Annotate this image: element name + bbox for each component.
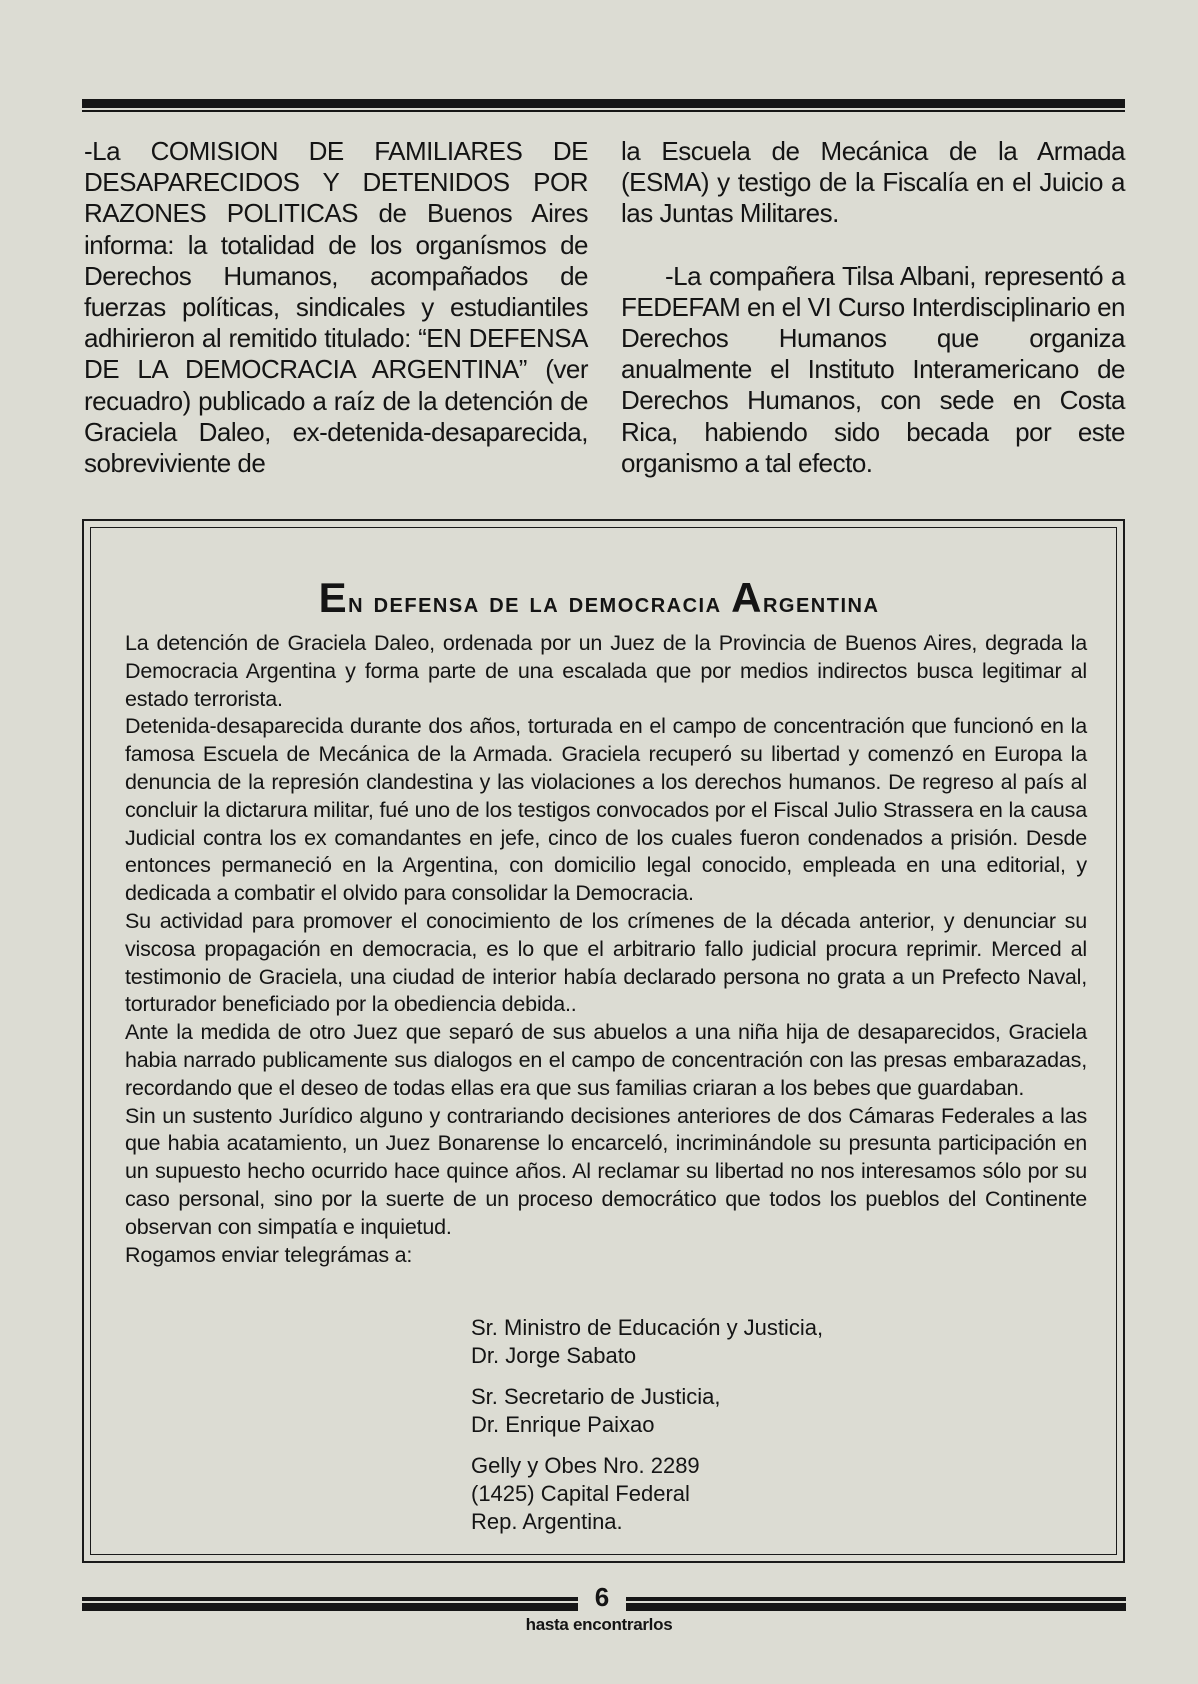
box-title-capital-1: E: [318, 574, 349, 621]
box-title-part-1: n defensa de la democracia: [348, 587, 732, 619]
right-column-paragraph-2: -La compañera Tilsa Albani, representó a FEDEFAM en el VI Curso Interdisciplinario en Derechos Humanos que organiza anualmente el Instituto Interamericano de Derechos Humanos, con sede en Costa Rica, habiendo sido becada por este organismo a tal efecto.: [621, 260, 1125, 478]
box-paragraph-1: La detención de Graciela Daleo, ordenada por un Juez de la Provincia de Buenos Aires, degrada la Democracia Argentina y forma parte de una escalada que por medios indirectos busca legitimar al estado terrorista.: [125, 631, 1087, 711]
address-list: [471, 1314, 823, 1549]
left-column: [84, 136, 588, 479]
box-paragraph-3: Su actividad para promover el conocimiento de los crímenes de la década anterior, y denunciar su viscosa propagación en democracia, es lo que el arbitrario fallo judicial procura reprimir. Merced al testimonio de Graciela, una ciudad de interior había declarado persona no grata a un Prefecto Naval, torturador beneficiado por la obediencia debida..: [125, 908, 1087, 1017]
box-title: [0, 574, 1198, 622]
address-secretary: [471, 1383, 823, 1439]
address-line: Dr. Enrique Paixao: [471, 1412, 655, 1437]
address-line: Gelly y Obes Nro. 2289: [471, 1453, 700, 1478]
box-title-part-2: rgentina: [762, 587, 880, 619]
box-paragraph-5: Sin un sustento Jurídico alguno y contrariando decisiones anteriores de dos Cámaras Federales a las que habia acatamiento, un Juez Bonarense lo encarceló, incriminándole su presunta participación en un supuesto hecho ocurrido hace quince años. Al reclamar su libertad no nos interesamos sólo por su caso personal, sino por la suerte de un proceso democrático que todos los pueblos del Continente observan con simpatía e inquietud.: [125, 1103, 1087, 1239]
address-minister: [471, 1314, 823, 1370]
right-column: [621, 136, 1125, 479]
box-paragraph-4: Ante la medida de otro Juez que separó de sus abuelos a una niña hija de desaparecidos, Graciela habia narrado publicamente sus dialogos en el campo de concentración con las presas embarazadas, recordando que el deseo de todas ellas era que sus familias criaran a los bebes que guardaban.: [125, 1020, 1087, 1100]
left-column-paragraph: -La COMISION DE FAMILIARES DE DESAPARECIDOS Y DETENIDOS POR RAZONES POLITICAS de Buenos Aires informa: la totalidad de los organísmos de Derechos Humanos, acompañados de fuerzas políticas, sindicales y estudiantiles adhirieron al remitido titulado: “EN DEFENSA DE LA DEMOCRACIA ARGENTINA” (ver recuadro) publicado a raíz de la detención de Graciela Daleo, ex-detenida-desaparecida, sobreviviente de: [84, 136, 588, 479]
address-line: Dr. Jorge Sabato: [471, 1343, 637, 1368]
address-line: Sr. Ministro de Educación y Justicia,: [471, 1315, 824, 1340]
address-line: Rep. Argentina.: [471, 1509, 623, 1534]
right-column-paragraph-1: la Escuela de Mecánica de la Armada (ESMA) y testigo de la Fiscalía en el Juicio a las Juntas Militares.: [621, 136, 1125, 229]
box-paragraph-2: Detenida-desaparecida durante dos años, torturada en el campo de concentración que funcionó en la famosa Escuela de Mecánica de la Armada. Graciela recuperó su libertad y comenzó en Europa la denuncia de la represión clandestina y las violaciones a los derechos humanos. De regreso al país al concluir la dictarura militar, fué uno de los testigos convocados por el Fiscal Julio Strassera en la causa Judicial contra los ex comandantes en jefe, cinco de los cuales fueron condenados a prisión. Desde entonces permaneció en la Argentina, con domicilio legal conocido, empleada en una editorial, y dedicada a combatir el olvido para consolidar la Democracia.: [125, 714, 1087, 906]
address-street: [471, 1452, 823, 1536]
box-paragraph-6: Rogamos enviar telegrámas a:: [125, 1242, 413, 1267]
footer-rule-right: [626, 1597, 1126, 1611]
publication-name: hasta encontrarlos: [525, 1615, 673, 1634]
address-line: Sr. Secretario de Justicia,: [471, 1384, 721, 1409]
page-number: 6: [594, 1582, 610, 1612]
box-title-capital-2: A: [731, 574, 763, 621]
box-body: [125, 630, 1087, 1269]
address-line: (1425) Capital Federal: [471, 1481, 690, 1506]
top-rule: [82, 99, 1125, 108]
footer-rule-left: [82, 1597, 578, 1611]
